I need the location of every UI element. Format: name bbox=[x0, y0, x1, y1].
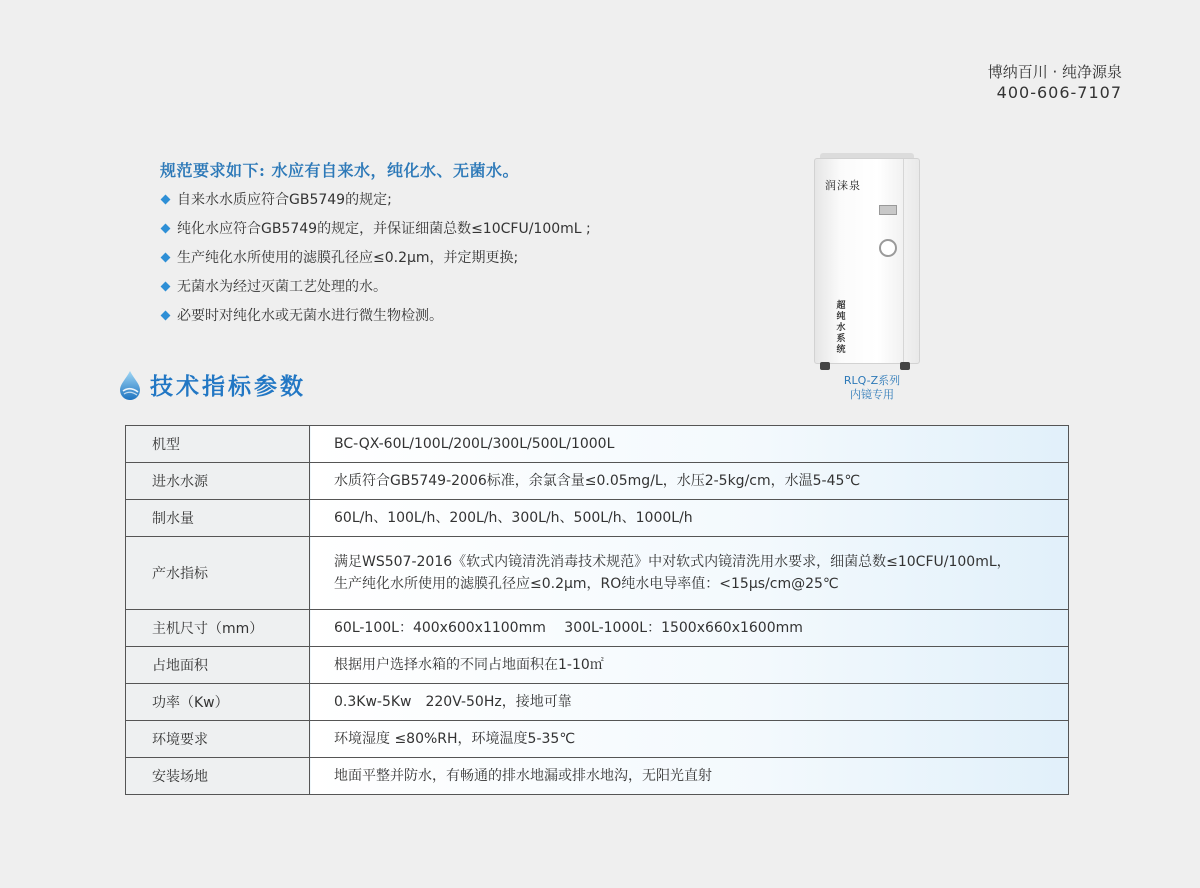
section-heading bbox=[118, 368, 306, 401]
spec-label: 功率（Kw） bbox=[126, 684, 310, 721]
table-row bbox=[126, 500, 1069, 537]
display-screen bbox=[879, 205, 897, 215]
diamond-bullet-icon bbox=[161, 311, 171, 321]
product-image bbox=[808, 150, 928, 372]
pressure-gauge-icon bbox=[879, 239, 897, 257]
table-row bbox=[126, 610, 1069, 647]
requirements-title: 规范要求如下: 水应有自来水，纯化水、无菌水。 bbox=[160, 161, 519, 180]
spec-value bbox=[310, 537, 1069, 610]
requirement-item bbox=[160, 219, 591, 248]
diamond-bullet-icon bbox=[161, 224, 171, 234]
product-caption bbox=[808, 374, 936, 402]
requirement-item bbox=[160, 190, 591, 219]
requirement-item bbox=[160, 277, 591, 306]
requirement-item bbox=[160, 306, 591, 335]
requirement-text: 生产纯化水所使用的滤膜孔径应≤0.2μm，并定期更换; bbox=[177, 250, 519, 266]
requirement-text: 无菌水为经过灭菌工艺处理的水。 bbox=[177, 279, 387, 295]
section-title: 技术指标参数 bbox=[150, 373, 306, 400]
panel-line bbox=[903, 159, 904, 363]
requirement-text: 自来水水质应符合GB5749的规定; bbox=[177, 192, 392, 208]
spec-value: 60L/h、100L/h、200L/h、300L/h、500L/h、1000L/h bbox=[310, 500, 1069, 537]
table-row bbox=[126, 758, 1069, 795]
table-row bbox=[126, 463, 1069, 500]
diamond-bullet-icon bbox=[161, 282, 171, 292]
spec-label: 主机尺寸（mm） bbox=[126, 610, 310, 647]
spec-value: 0.3Kw-5Kw 220V-50Hz，接地可靠 bbox=[310, 684, 1069, 721]
spec-value: BC-QX-60L/100L/200L/300L/500L/1000L bbox=[310, 426, 1069, 463]
brand-block bbox=[988, 62, 1122, 104]
wheel-icon bbox=[820, 362, 830, 370]
spec-value-line: 满足WS507-2016《软式内镜清洗消毒技术规范》中对软式内镜清洗用水要求，细菌总数≤10CFU/100mL， bbox=[334, 554, 1011, 570]
requirement-text: 纯化水应符合GB5749的规定，并保证细菌总数≤10CFU/100mL ; bbox=[177, 221, 591, 237]
table-row bbox=[126, 426, 1069, 463]
product-usage: 内镜专用 bbox=[850, 388, 894, 401]
spec-label: 进水水源 bbox=[126, 463, 310, 500]
spec-label: 环境要求 bbox=[126, 721, 310, 758]
spec-value-line: 生产纯化水所使用的滤膜孔径应≤0.2μm，RO纯水电导率值：<15μs/cm@25℃ bbox=[334, 576, 839, 592]
requirement-item bbox=[160, 248, 591, 277]
table-row bbox=[126, 684, 1069, 721]
product-logo: 润涞泉 bbox=[825, 179, 861, 192]
spec-value: 水质符合GB5749-2006标准，余氯含量≤0.05mg/L，水压2-5kg/cm，水温5-45℃ bbox=[310, 463, 1069, 500]
table-row bbox=[126, 537, 1069, 610]
requirements-list bbox=[160, 190, 591, 335]
spec-label: 制水量 bbox=[126, 500, 310, 537]
spec-value: 地面平整并防水，有畅通的排水地漏或排水地沟，无阳光直射 bbox=[310, 758, 1069, 795]
brand-phone: 400-606-7107 bbox=[996, 83, 1122, 102]
spec-label: 占地面积 bbox=[126, 647, 310, 684]
wheel-icon bbox=[900, 362, 910, 370]
spec-label: 安装场地 bbox=[126, 758, 310, 795]
product-vertical-label: 超纯水系统 bbox=[836, 301, 846, 355]
spec-label: 机型 bbox=[126, 426, 310, 463]
diamond-bullet-icon bbox=[161, 195, 171, 205]
spec-value: 环境湿度 ≤80%RH，环境温度5-35℃ bbox=[310, 721, 1069, 758]
spec-value: 60L-100L：400x600x1100mm 300L-1000L：1500x660x1600mm bbox=[310, 610, 1069, 647]
diamond-bullet-icon bbox=[161, 253, 171, 263]
spec-value: 根据用户选择水箱的不同占地面积在1-10㎡ bbox=[310, 647, 1069, 684]
water-drop-icon bbox=[118, 370, 142, 400]
table-row bbox=[126, 721, 1069, 758]
table-row bbox=[126, 647, 1069, 684]
cabinet-body bbox=[814, 158, 920, 364]
product-series: RLQ-Z系列 bbox=[843, 374, 901, 387]
brand-name: 博纳百川 · 纯净源泉 bbox=[987, 63, 1122, 81]
spec-table bbox=[125, 425, 1069, 795]
requirement-text: 必要时对纯化水或无菌水进行微生物检测。 bbox=[177, 308, 443, 324]
spec-label: 产水指标 bbox=[126, 537, 310, 610]
